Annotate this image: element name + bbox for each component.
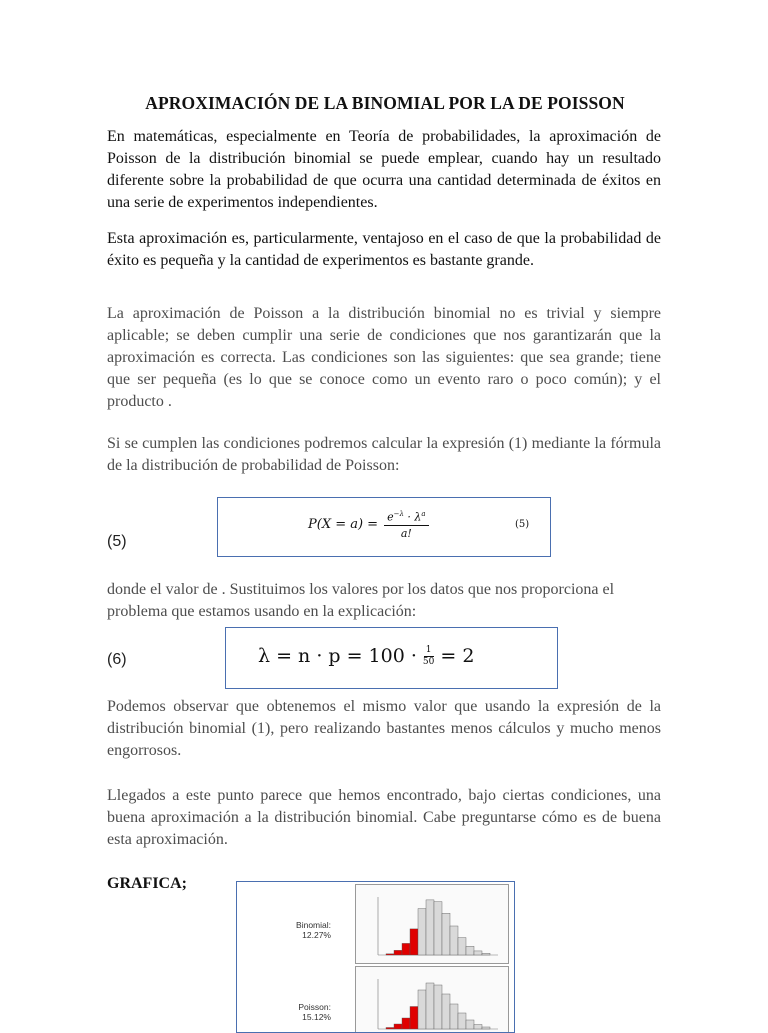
conclusion-paragraph: Llegados a este punto parece que hemos encontrado, bajo ciertas condiciones, una buena aproximación a la distribución binomial. Cabe preguntarse cómo es de buena esta aproximación. [107, 787, 661, 848]
binomial-bar [450, 926, 458, 955]
binomial-bar [402, 943, 410, 955]
poisson-label [267, 1002, 331, 1022]
advantage-paragraph: Esta aproximación es, particularmente, ventajoso en el caso de que la probabilidad de éxito es pequeña y la cantidad de experimentos es bastante grande. [107, 230, 661, 269]
poisson-bar [386, 1028, 394, 1030]
poisson-bar [426, 983, 434, 1029]
binomial-bar [426, 900, 434, 955]
page-title: APROXIMACIÓN DE LA BINOMIAL POR LA DE POISSON [145, 93, 625, 113]
binomial-histogram-panel [355, 884, 509, 964]
poisson-histogram-panel [355, 966, 509, 1033]
poisson-formula-fraction [384, 511, 428, 539]
poisson-histogram [356, 967, 508, 1033]
poisson-bar [410, 1007, 418, 1030]
poisson-bar [434, 985, 442, 1029]
binomial-bar [410, 929, 418, 955]
substitution-paragraph: donde el valor de . Sustituimos los valores por los datos que nos proporciona el problema que estamos usando en la explicación: [107, 581, 615, 620]
conditions-paragraph: La aproximación de Poisson a la distribución binomial no es trivial y siempre aplicable; se deben cumplir una serie de condiciones que nos garantizarán que la aproximación es correcta. Las condiciones son las siguientes: que sea grande; tiene que ser pequeña (es lo que se conoce como un evento raro o poco común); y el producto . [107, 305, 661, 410]
binomial-percentage: 12.27% [302, 930, 331, 940]
intro-paragraph: En matemáticas, especialmente en Teoría de probabilidades, la aproximación de Poisson de la distribución binomial se puede emplear, cuando hay un resultado diferente sobre la probabilidad de que ocurra una cantidad determinada de éxitos en una serie de experimentos independientes. [107, 128, 661, 211]
binomial-bar [458, 938, 466, 955]
poisson-formula-lhs: P(X = a) = [308, 517, 379, 533]
equation-6-box [225, 627, 558, 689]
binomial-label-text: Binomial: [296, 920, 331, 930]
poisson-formula-numerator: $e^{-\lambda} \cdot \lambda^a$ [384, 511, 428, 526]
poisson-bar [450, 1004, 458, 1029]
poisson-formula-denominator: a! [400, 526, 412, 540]
poisson-label-text: Poisson: [298, 1002, 331, 1012]
binomial-histogram [356, 885, 508, 963]
binomial-bar [434, 902, 442, 955]
binomial-bar [418, 909, 426, 955]
binomial-bar [474, 951, 482, 955]
poisson-bar [418, 990, 426, 1029]
poisson-formula-intro: Si se cumplen las condiciones podremos calcular la expresión (1) mediante la fórmula de la distribución de probabilidad de Poisson: [107, 435, 661, 474]
lambda-formula-rhs: = 2 [440, 645, 475, 667]
comparison-paragraph: Podemos observar que obtenemos el mismo valor que usando la expresión de la distribución binomial (1), pero realizando bastantes menos cálculos y mucho menos engorrosos. [107, 698, 661, 759]
binomial-label [267, 920, 331, 940]
distribution-figure [236, 881, 515, 1033]
binomial-bar [386, 954, 394, 955]
lambda-formula-lhs: λ = n · p = 100 · [258, 645, 417, 667]
lambda-formula [258, 645, 474, 667]
poisson-percentage: 15.12% [302, 1012, 331, 1022]
equation-5-box [217, 497, 551, 557]
lambda-fraction-denominator: 50 [422, 656, 435, 667]
poisson-bar [474, 1025, 482, 1030]
poisson-formula-tag: (5) [515, 519, 530, 530]
poisson-bar [466, 1020, 474, 1029]
binomial-bar [466, 946, 474, 955]
poisson-bar [482, 1027, 490, 1029]
equation-6-number: (6) [107, 651, 127, 668]
lambda-formula-fraction [423, 646, 434, 667]
poisson-bar [394, 1024, 402, 1029]
grafica-heading: GRAFICA; [107, 875, 187, 892]
binomial-bar [482, 953, 490, 955]
lambda-fraction-numerator: 1 [425, 644, 432, 655]
poisson-bar [458, 1013, 466, 1029]
poisson-formula [308, 511, 429, 539]
binomial-bar [394, 950, 402, 955]
equation-5-number: (5) [107, 533, 127, 550]
binomial-bar [442, 913, 450, 955]
